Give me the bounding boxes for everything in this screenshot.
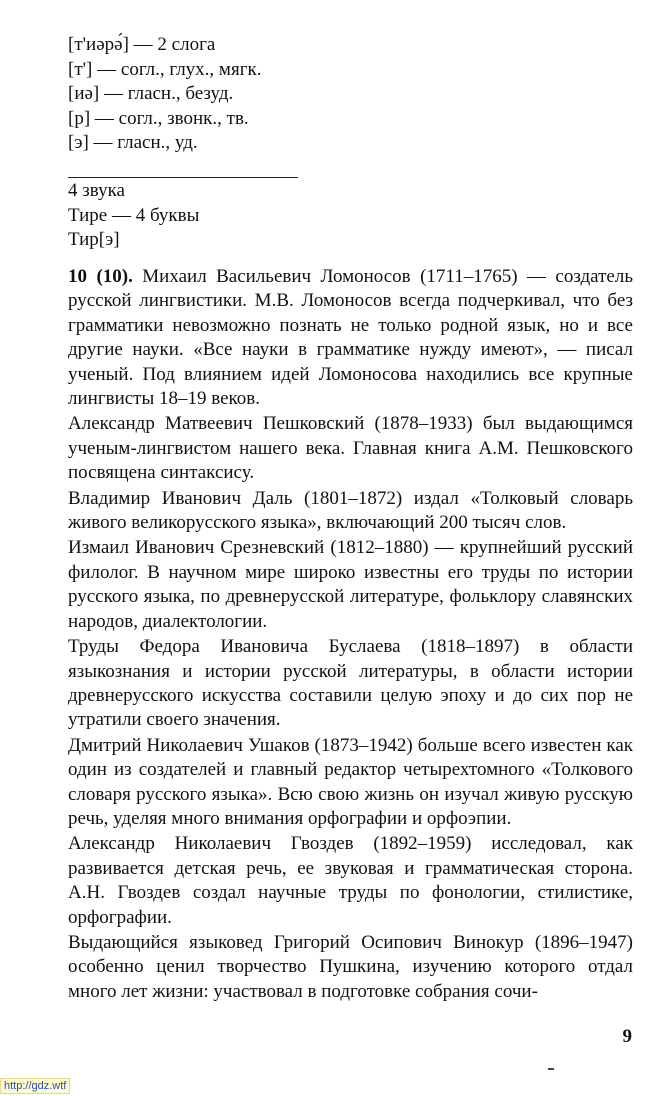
summary-line: Тире — 4 буквы <box>68 204 200 226</box>
transcription-line: [т'иəрə́] — 2 слога <box>68 34 216 55</box>
summary-line: Тир[э] <box>68 229 120 250</box>
summary-divider <box>68 177 298 178</box>
exercise-paragraph: Дмитрий Николаевич Ушаков (1873–1942) больше всего известен как один из создателей и главный редактор четырехтомного «Толкового словаря русского языка». Всю свою жизнь он изучал живую русскую речь, уделяя много внимания орфографии и орфоэпии. <box>68 734 633 829</box>
exercise-paragraph <box>68 265 633 411</box>
exercise-paragraph: Измаил Иванович Срезневский (1812–1880) — крупнейший русский филолог. В научном мире широко известны его труды по истории русского языка, по древнерусской литературе, фольклору славянских народов, диалектологии. <box>68 537 633 632</box>
transcription-line: [т'] — согл., глух., мягк. <box>68 58 262 80</box>
page-number: 9 <box>622 1026 632 1047</box>
transcription-line: [р] — согл., звонк., тв. <box>68 107 249 129</box>
exercise-text <box>68 265 633 1004</box>
exercise-paragraph: Труды Федора Ивановича Буслаева (1818–1897) в области языкознания и истории русской литературы, в области истории древнерусского искусства составили целую эпоху и до сих пор не утратили своего значения. <box>68 636 633 731</box>
exercise-paragraph: Александр Матвеевич Пешковский (1878–1933) был выдающимся ученым-лингвистом нашего века. Главная книга А.М. Пешковского посвящена синтаксису. <box>68 413 633 484</box>
exercise-paragraph: Александр Николаевич Гвоздев (1892–1959) исследовал, как развивается детская речь, ее звуковая и грамматическая сторона. А.Н. Гвоздев создал научные труды по фонологии, стилистике, орфографии. <box>68 833 633 928</box>
exercise-paragraph: Выдающийся языковед Григорий Осипович Винокур (1896–1947) особенно ценил творчество Пушкина, изучению которого отдал много лет жизни: участвовал в подготовке собрания сочи- <box>68 931 633 1002</box>
phonetic-transcription <box>68 33 261 156</box>
paragraph-text: Михаил Васильевич Ломоносов (1711–1765) — создатель русской лингвистики. М.В. Ломоносов всегда подчеркивал, что без грамматики невозможно познать не только родной язык, но и все другие науки. «Все науки в грамматике нужду имеют», — писал ученый. Под влиянием идей Ломоносова находились все крупные лингвисты 18–19 веков. <box>68 266 633 410</box>
phonetic-summary <box>68 179 199 253</box>
summary-line: 4 звука <box>68 180 125 201</box>
exercise-paragraph: Владимир Иванович Даль (1801–1872) издал «Толковый словарь живого великорусского языка», включающий 200 тысяч слов. <box>68 487 633 534</box>
source-link[interactable]: http://gdz.wtf <box>0 1078 70 1094</box>
exercise-number: 10 (10). <box>68 266 133 287</box>
print-mark <box>548 1068 554 1070</box>
transcription-line: [э] — гласн., уд. <box>68 132 198 153</box>
transcription-line: [иə] — гласн., безуд. <box>68 83 234 104</box>
